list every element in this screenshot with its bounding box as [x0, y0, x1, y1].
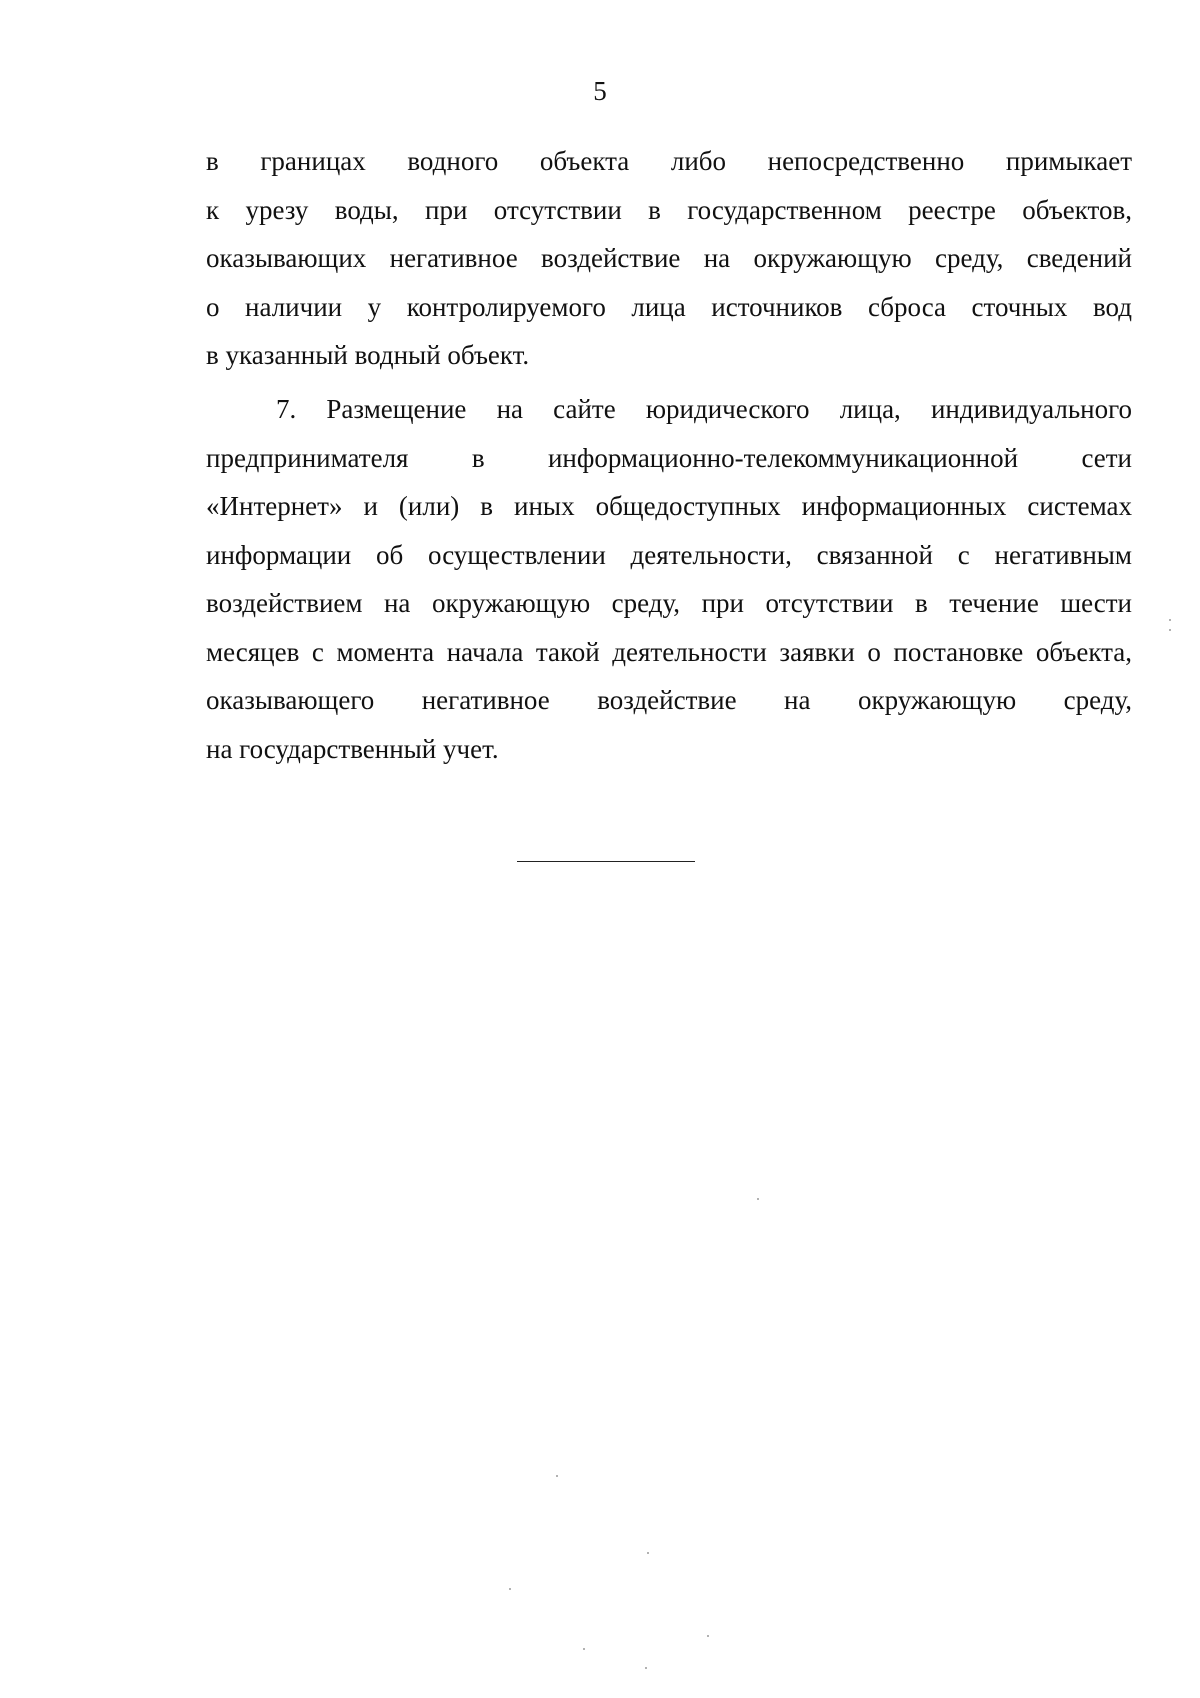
- text-line: в границах водного объекта либо непосредственно примыкает: [206, 146, 1132, 176]
- item-7-paragraph: [206, 392, 1132, 780]
- scan-speck: [583, 1648, 585, 1650]
- text-line: оказывающего негативное воздействие на окружающую среду,: [206, 685, 1132, 715]
- scan-speck: [1169, 629, 1171, 631]
- text-line: к урезу воды, при отсутствии в государственном реестре объектов,: [206, 194, 1132, 225]
- scan-speck: [1169, 619, 1171, 621]
- text-line: 7. Размещение на сайте юридического лица, индивидуального: [276, 394, 1132, 424]
- text-line: месяцев с момента начала такой деятельности заявки о постановке объекта,: [206, 636, 1132, 667]
- text-line: информации об осуществлении деятельности, связанной с негативным: [206, 539, 1132, 570]
- text-line: о наличии у контролируемого лица источников сброса сточных вод: [206, 291, 1132, 322]
- end-of-text-rule: [517, 861, 695, 862]
- scan-speck: [556, 1475, 558, 1477]
- scan-speck: [647, 1552, 649, 1554]
- scan-speck: [509, 1588, 511, 1590]
- page-number: 5: [593, 76, 607, 106]
- text-line: воздействием на окружающую среду, при отсутствии в течение шести: [206, 588, 1132, 618]
- scan-speck: [645, 1667, 647, 1669]
- scan-speck: [757, 1198, 759, 1200]
- scan-speck: [707, 1635, 709, 1637]
- text-line: в указанный водный объект.: [206, 340, 530, 370]
- text-line: на государственный учет.: [206, 733, 499, 764]
- text-line: «Интернет» и (или) в иных общедоступных информационных системах: [206, 491, 1132, 521]
- text-line: оказывающих негативное воздействие на окружающую среду, сведений: [206, 243, 1132, 273]
- text-line: предпринимателя в информационно-телекоммуникационной сети: [206, 442, 1132, 473]
- continuation-paragraph: [206, 144, 1132, 387]
